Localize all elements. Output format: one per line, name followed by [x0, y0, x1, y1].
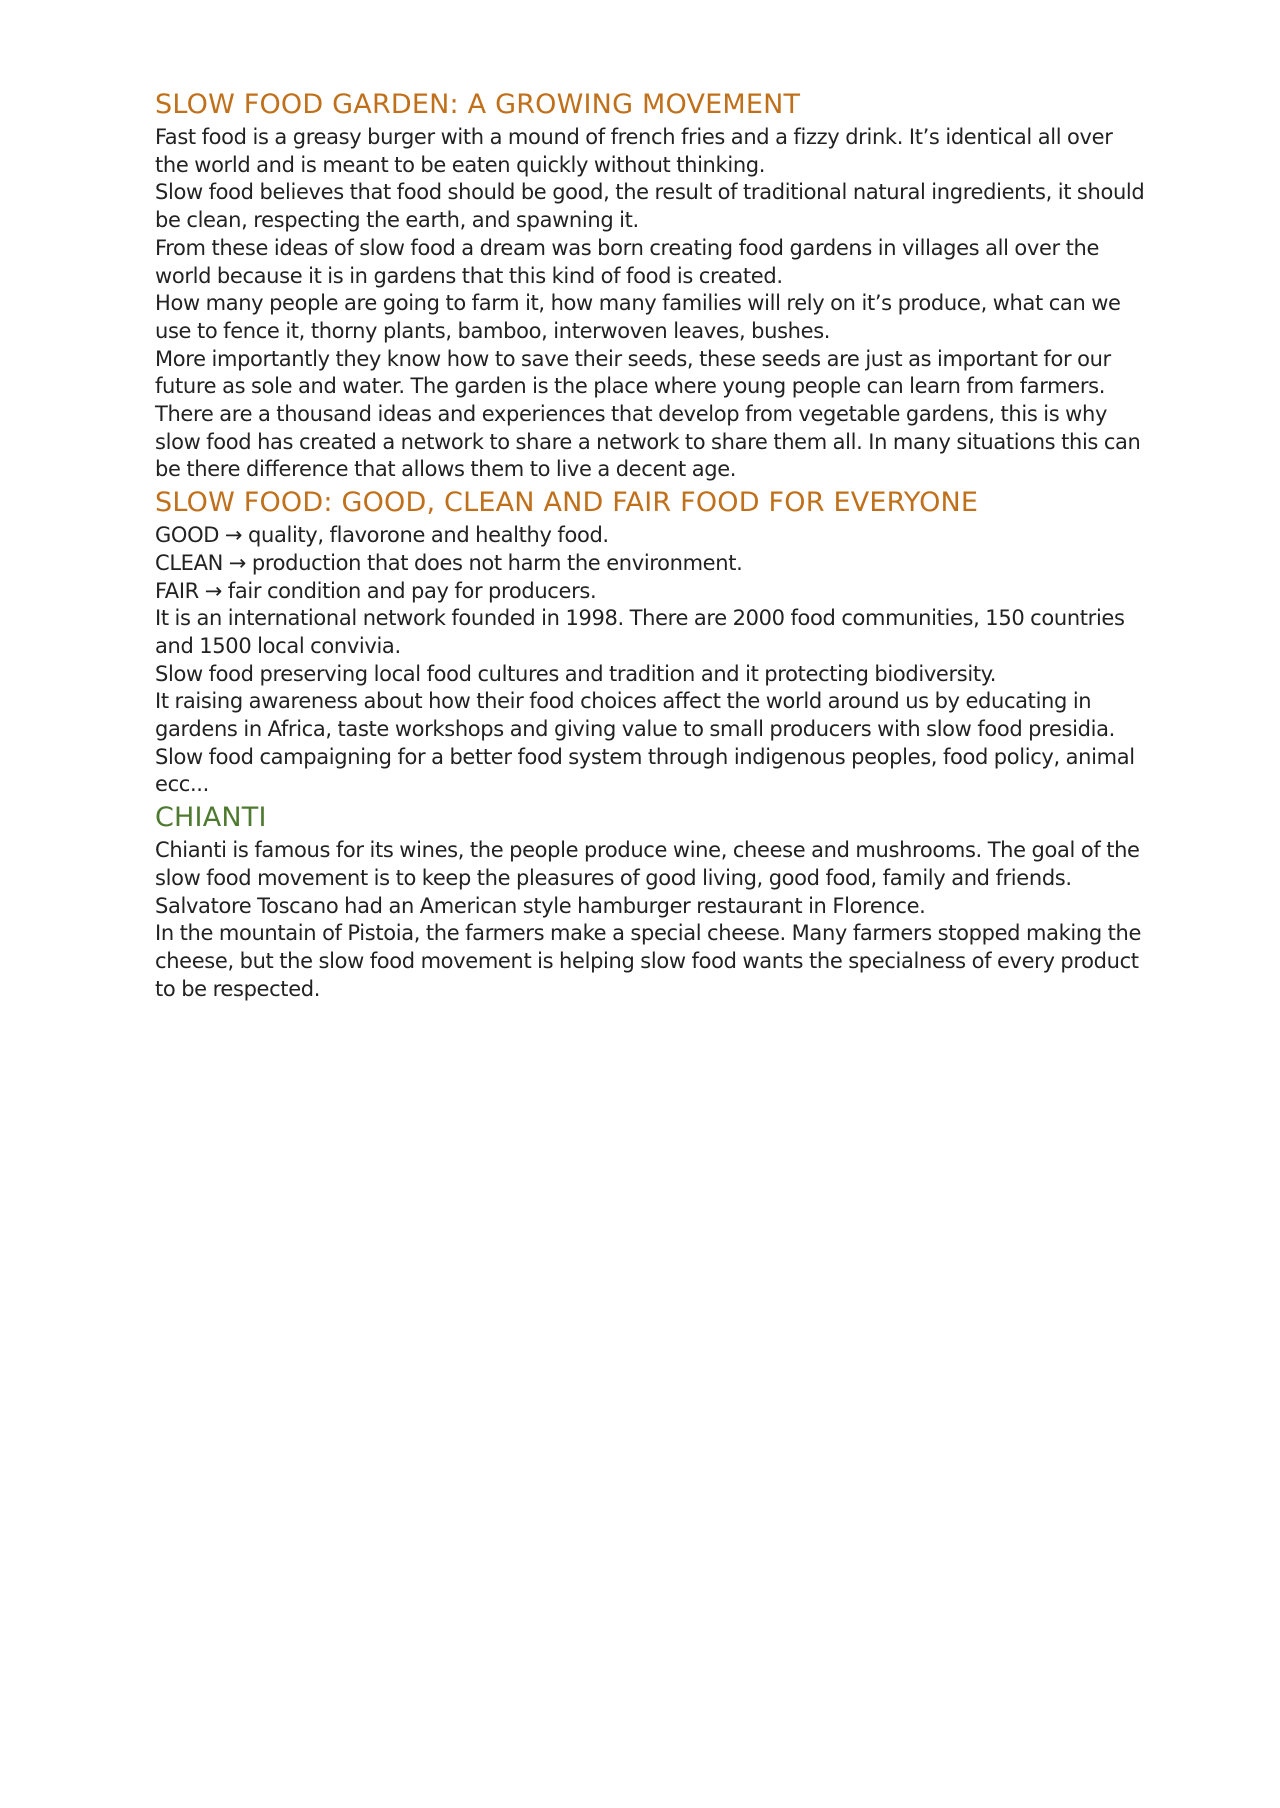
paragraph: Chianti is famous for its wines, the people produce wine, cheese and mushrooms. The goal of the slow food movement is to keep the pleasures of good living, good food, family and friends. Salvatore Toscano had an American style hamburger restaurant in Florence. — [155, 838, 1140, 918]
paragraph: It is an international network founded in 1998. There are 2000 food communities, 150 countries and 1500 local convivia. — [155, 606, 1125, 658]
paragraph: How many people are going to farm it, how many families will rely on it’s produce, what can we use to fence it, thorny plants, bamboo, interwoven leaves, bushes. — [155, 291, 1121, 343]
paragraph: More importantly they know how to save their seeds, these seeds are just as important for our future as sole and water. The garden is the place where young people can learn from farmers. There are a thousand ideas and experiences that develop from vegetable gardens, this is why slow food has created a network to share a network to share them all. In many situations this can be there difference that allows them to live a decent age. — [155, 346, 1141, 482]
section-heading: SLOW FOOD: GOOD, CLEAN AND FAIR FOOD FOR EVERYONE — [155, 487, 979, 519]
paragraph-fair: FAIR → fair condition and pay for producers. — [155, 578, 597, 603]
paragraph: From these ideas of slow food a dream was born creating food gardens in villages all over the world because it is in gardens that this kind of food is created. — [155, 235, 1100, 288]
section-chianti — [155, 799, 1145, 1003]
section-heading: CHIANTI — [155, 802, 267, 834]
paragraph: Slow food preserving local food cultures and tradition and it protecting biodiversity. — [155, 661, 997, 686]
paragraph-good: GOOD → quality, flavorone and healthy food. — [155, 523, 609, 548]
paragraph: Slow food believes that food should be good, the result of traditional natural ingredients, it should be clean, respecting the earth, and spawning it. — [155, 180, 1145, 233]
paragraph: In the mountain of Pistoia, the farmers make a special cheese. Many farmers stopped making the cheese, but the slow food movement is helping slow food wants the specialness of every product to be respected. — [155, 921, 1142, 1001]
section-heading: SLOW FOOD GARDEN: A GROWING MOVEMENT — [155, 89, 801, 120]
paragraph: It raising awareness about how their food choices affect the world around us by educating in gardens in Africa, taste workshops and giving value to small producers with slow food presidia. Slow food campaigning for a better food system through indigenous peoples, food policy, animal ecc... — [155, 689, 1135, 797]
paragraph: Fast food is a greasy burger with a mound of french fries and a fizzy drink. It’s identical all over the world and is meant to be eaten quickly without thinking. — [155, 125, 1113, 177]
document-page — [155, 86, 1145, 1003]
section-good-clean-fair — [155, 484, 1145, 799]
paragraph-clean: CLEAN → production that does not harm the environment. — [155, 550, 743, 575]
section-slow-food-garden — [155, 86, 1145, 484]
